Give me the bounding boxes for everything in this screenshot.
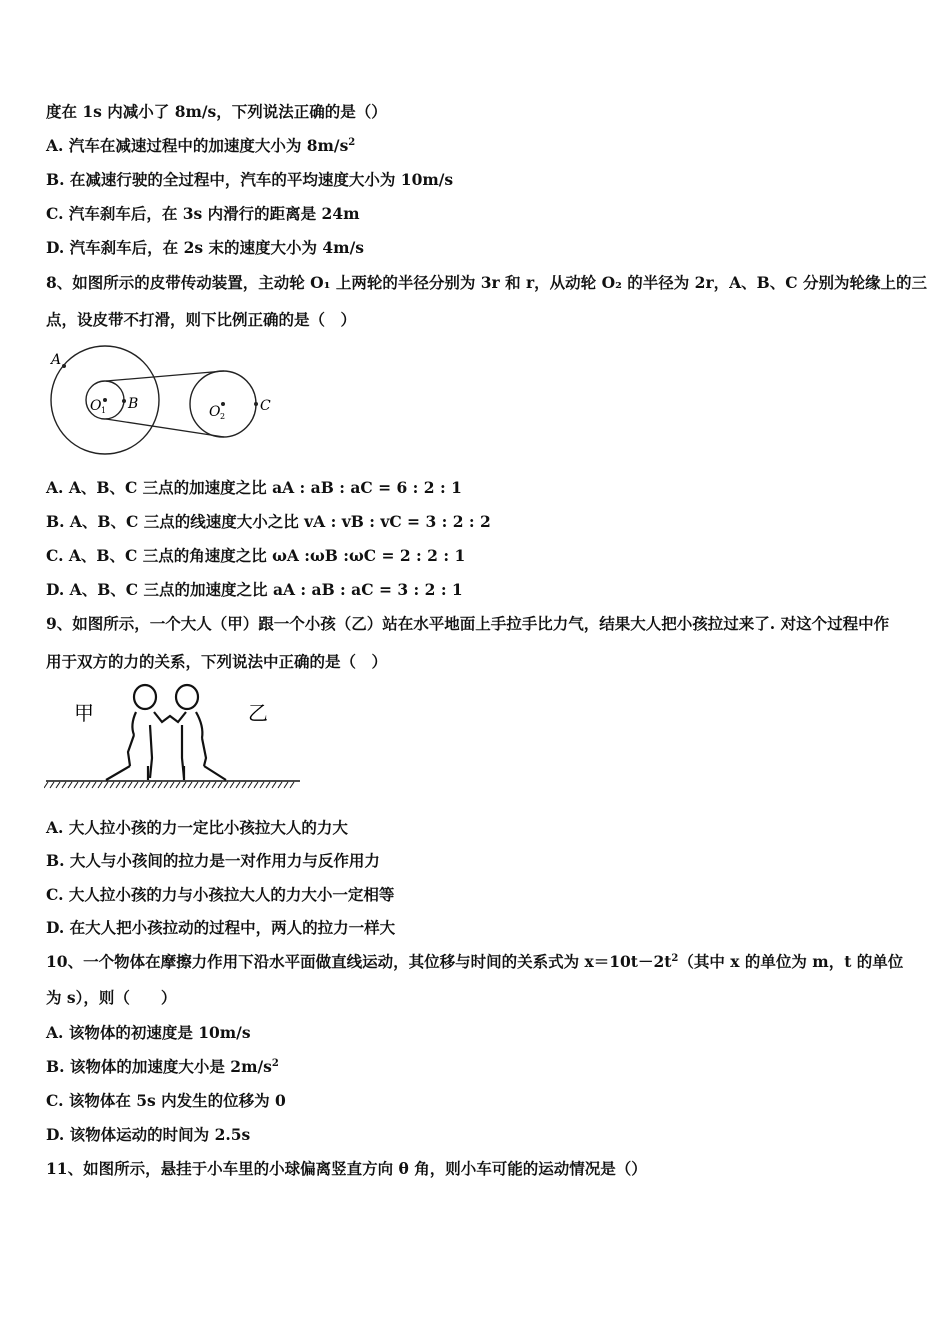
q10-option-b: B. 该物体的加速度大小是 $2m/s^2$	[46, 1057, 279, 1076]
belt-bottom	[106, 419, 224, 437]
q8-option-c: C. A、B、C 三点的角速度之比 ωA :ωB :ωC = 2 : 2 : 1	[46, 546, 466, 565]
ground-hatch	[44, 782, 294, 788]
label-a: A	[51, 352, 62, 368]
point-b	[122, 399, 126, 403]
label-o1: O	[90, 398, 102, 414]
o2-dot	[221, 402, 225, 406]
q7-stem: 度在 1s 内减小了 8m/s，下列说法正确的是（）	[46, 102, 387, 121]
q9-stem-line1: 9、如图所示，一个大人（甲）跟一个小孩（乙）站在水平地面上手拉手比力气，结果大人把小孩拉过来了. 对这个过程中作	[46, 614, 890, 633]
tug-figure	[44, 680, 304, 792]
q11-stem: 11、如图所示，悬挂于小车里的小球偏离竖直方向 θ 角，则小车可能的运动情况是（）	[46, 1159, 647, 1178]
q7-option-d: D. 汽车刹车后，在 2s 末的速度大小为 4m/s	[46, 238, 364, 257]
q9-option-a: A. 大人拉小孩的力一定比小孩拉大人的力大	[46, 818, 348, 837]
o1-dot	[103, 398, 107, 402]
q7-option-c: C. 汽车刹车后，在 3s 内滑行的距离是 24m	[46, 204, 360, 223]
q10-stem-line1: 10、一个物体在摩擦力作用下沿水平面做直线运动，其位移与时间的关系式为 $x=10t-2t^2$（其中 x 的单位为 m，t 的单位	[46, 952, 904, 971]
label-b: B	[128, 396, 139, 412]
q8-option-a: A. A、B、C 三点的加速度之比 aA : aB : aC = 6 : 2 : 1	[46, 478, 462, 497]
q10-option-c: C. 该物体在 5s 内发生的位移为 0	[46, 1091, 286, 1110]
belt-drive-figure	[44, 342, 284, 460]
label-o2-sub: 2	[220, 412, 226, 421]
q9-option-c: C. 大人拉小孩的力与小孩拉大人的力大小一定相等	[46, 885, 395, 904]
label-yi: 乙	[248, 701, 268, 725]
q10-stem-line2: 为 s），则（ ）	[46, 988, 177, 1007]
label-c: C	[260, 398, 271, 414]
q9-stem-line2: 用于双方的力的关系，下列说法中正确的是（ ）	[46, 652, 388, 671]
q8-option-d: D. A、B、C 三点的加速度之比 aA : aB : aC = 3 : 2 : 1	[46, 580, 463, 599]
q9-option-d: D. 在大人把小孩拉动的过程中，两人的拉力一样大	[46, 918, 396, 937]
q8-stem-line2: 点，设皮带不打滑，则下比例正确的是（ ）	[46, 310, 357, 329]
q8-option-b: B. A、B、C 三点的线速度大小之比 vA : vB : vC = 3 : 2 : 2	[46, 512, 491, 531]
q7-option-a: A. 汽车在减速过程中的加速度大小为 $8m/s^2$	[46, 136, 356, 155]
label-o1-sub: 1	[101, 406, 107, 415]
label-o2: O	[209, 404, 221, 420]
q10-option-d: D. 该物体运动的时间为 2.5s	[46, 1125, 251, 1144]
q8-stem-line1: 8、如图所示的皮带传动装置，主动轮 O₁ 上两轮的半径分别为 3r 和 r，从动轮 O₂ 的半径为 2r，A、B、C 分别为轮缘上的三	[46, 273, 927, 292]
q10-option-a: A. 该物体的初速度是 10m/s	[46, 1023, 251, 1042]
point-c	[254, 402, 258, 406]
label-jia: 甲	[74, 701, 94, 725]
q7-option-b: B. 在减速行驶的全过程中，汽车的平均速度大小为 10m/s	[46, 170, 454, 189]
point-a	[62, 364, 66, 368]
q9-option-b: B. 大人与小孩间的拉力是一对作用力与反作用力	[46, 851, 380, 870]
